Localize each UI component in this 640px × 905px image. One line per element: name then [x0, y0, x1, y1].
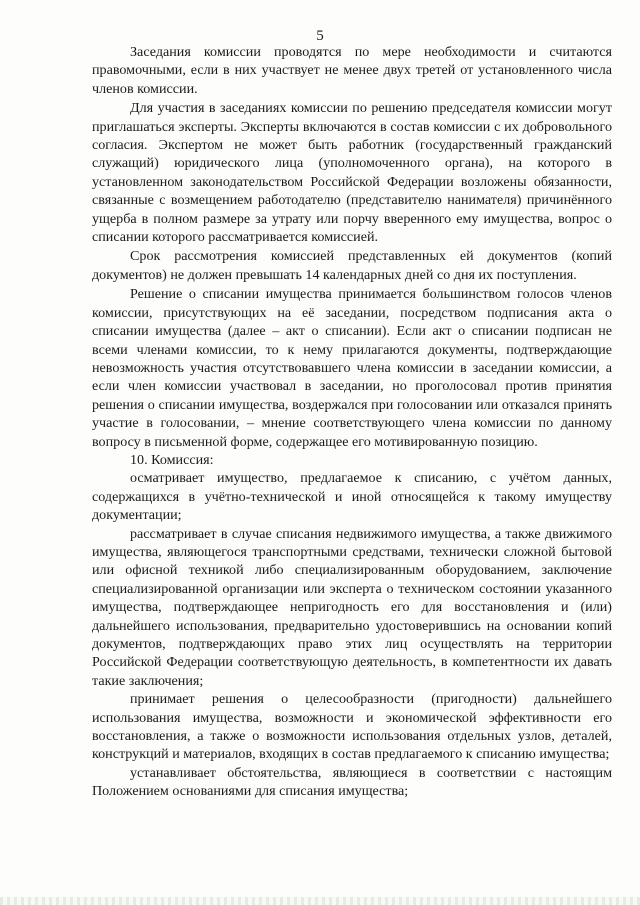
paragraph-reviews-expert-conclusion: рассматривает в случае списания недвижимого имущества, а также движимого имущества, являющегося транспортными средствами, технически сложной бытовой или офисной техникой либо специализированным оборудованием, заключение специализированной организации или эксперта о техническом состоянии указанного имущества, подтверждающее непригодность его для восстановления и (или) дальнейшего использования, предварительно удостоверившись на основании копий документов, подтверждающих право этих лиц осуществлять на территории Российской Федерации соответствующую деятельность, в компетентности их давать такие заключения; [92, 525, 612, 689]
page-number: 5 [316, 28, 324, 44]
paragraph-review-period: Срок рассмотрения комиссией представленных ей документов (копий документов) не должен превышать 14 календарных дней со дня их поступления. [92, 248, 612, 283]
paragraph-experts: Для участия в заседаниях комиссии по решению председателя комиссии могут приглашаться эксперты. Эксперты включаются в состав комиссии с их добровольного согласия. Экспертом не может быть работник (государственный гражданский служащий) юридического лица (уполномоченного органа), на которого в установленном законодательством Российской Федерации возложены обязанности, связанные с возмещением работодателю (представителю нанимателя) причинённого ущерба в полном размере за утрату или порчу вверенного ему имущества, вопрос о списании которого рассматривается комиссией. [92, 100, 612, 246]
paragraph-inspects-property: осматривает имущество, предлагаемое к списанию, с учётом данных, содержащихся в учётно-технической и иной относящейся к такому имуществу документации; [92, 470, 612, 524]
paragraph-establishes-circumstances: устанавливает обстоятельства, являющиеся в соответствии с настоящим Положением основаниями для списания имущества; [92, 764, 612, 800]
paragraph-decision-voting: Решение о списании имущества принимается большинством голосов членов комиссии, присутствующих на её заседании, посредством подписания акта о списании имущества (далее – акт о списании). Если акт о списании подписан не всеми членами комиссии, то к нему прилагаются документы, подтверждающие невозможность участия отсутствовавшего члена комиссии в заседании комиссии, а если член комиссии участвовал в заседании, но проголосовал против принятия решения о списании имущества, воздержался при голосовании или отказался принять участие в голосовании, – мнение соответствующего члена комиссии по данному вопросу в письменной форме, содержащее его мотивированную позицию. [92, 286, 612, 450]
section-heading-commission: 10. Комиссия: [130, 451, 214, 468]
scan-bottom-edge [0, 897, 640, 905]
document-body [92, 43, 612, 801]
paragraph-meetings-quorum: Заседания комиссии проводятся по мере необходимости и считаются правомочными, если в них участвует не менее двух третей от установленного числа членов комиссии. [92, 44, 612, 97]
paragraph-makes-decisions: принимает решения о целесообразности (пригодности) дальнейшего использования имущества, возможности и экономической эффективности его восстановления, а также о возможности использования отдельных узлов, деталей, конструкций и материалов, входящих в состав предлагаемого к списанию имущества; [92, 691, 612, 763]
